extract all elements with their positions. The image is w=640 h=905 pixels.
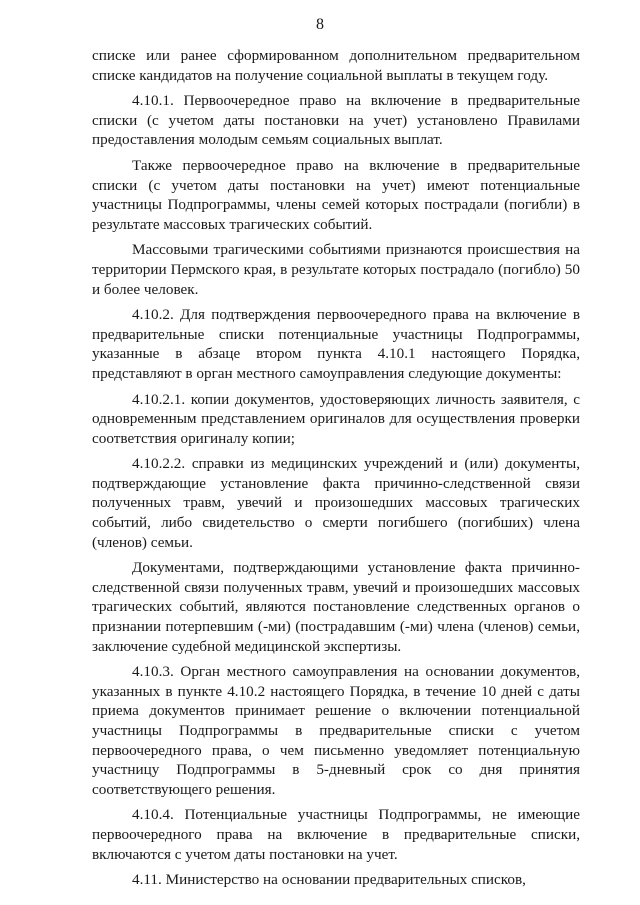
paragraph-4-10-4: 4.10.4. Потенциальные участницы Подпрограммы, не имеющие первоочередного права на включение в предварительные списки, включаются с учетом даты постановки на учет.: [92, 806, 580, 863]
paragraph-4-10-2-2: 4.10.2.2. справки из медицинских учреждений и (или) документы, подтверждающие установление факта причинно-следственной связи полученных травм, увечий и произошедших массовых трагических событий, либо свидетельство о смерти погибшего (погибших) члена (членов) семьи.: [92, 455, 580, 551]
paragraph-continuation: списке или ранее сформированном дополнительном предварительном списке кандидатов на получение социальной выплаты в текущем году.: [92, 47, 580, 84]
paragraph-confirming-documents: Документами, подтверждающими установление факта причинно-следственной связи полученных травм, увечий и произошедших массовых трагических событий, являются постановление следственных органов о признании потерпевшим (-ми) (пострадавшим (-ми) члена (членов) семьи, заключение судебной медицинской экспертизы.: [92, 559, 580, 655]
paragraph-4-10-2: 4.10.2. Для подтверждения первоочередного права на включение в предварительные списки потенциальные участницы Подпрограммы, указанные в абзаце втором пункта 4.10.1 настоящего Порядка, представляют в орган местного самоуправления следующие документы:: [92, 306, 580, 382]
paragraph-4-10-1: 4.10.1. Первоочередное право на включение в предварительные списки (с учетом даты постановки на учет) установлено Правилами предоставления молодым семьям социальных выплат.: [92, 92, 580, 149]
paragraph-priority-right: Также первоочередное право на включение в предварительные списки (с учетом даты постановки на учет) имеют потенциальные участницы Подпрограммы, члены семей которых пострадали (погибли) в результате массовых трагических событий.: [92, 156, 580, 233]
page-number: 8: [316, 16, 324, 33]
paragraph-4-10-2-1: 4.10.2.1. копии документов, удостоверяющих личность заявителя, с одновременным представлением оригиналов для осуществления проверки соответствия оригиналу копии;: [92, 390, 580, 447]
document-body: [92, 46, 580, 896]
paragraph-4-10-3: 4.10.3. Орган местного самоуправления на основании документов, указанных в пункте 4.10.2 настоящего Порядка, в течение 10 дней с даты приема документов принимает решение о включении потенциальной участницы Подпрограммы в предварительные списки с учетом первоочередного права, о чем письменно уведомляет потенциальную участницу Подпрограммы в 5-дневный срок со дня принятия соответствующего решения.: [92, 663, 580, 798]
paragraph-mass-events-definition: Массовыми трагическими событиями признаются происшествия на территории Пермского края, в результате которых пострадало (погибло) 50 и более человек.: [92, 241, 580, 298]
paragraph-4-11: 4.11. Министерство на основании предварительных списков,: [132, 871, 526, 889]
